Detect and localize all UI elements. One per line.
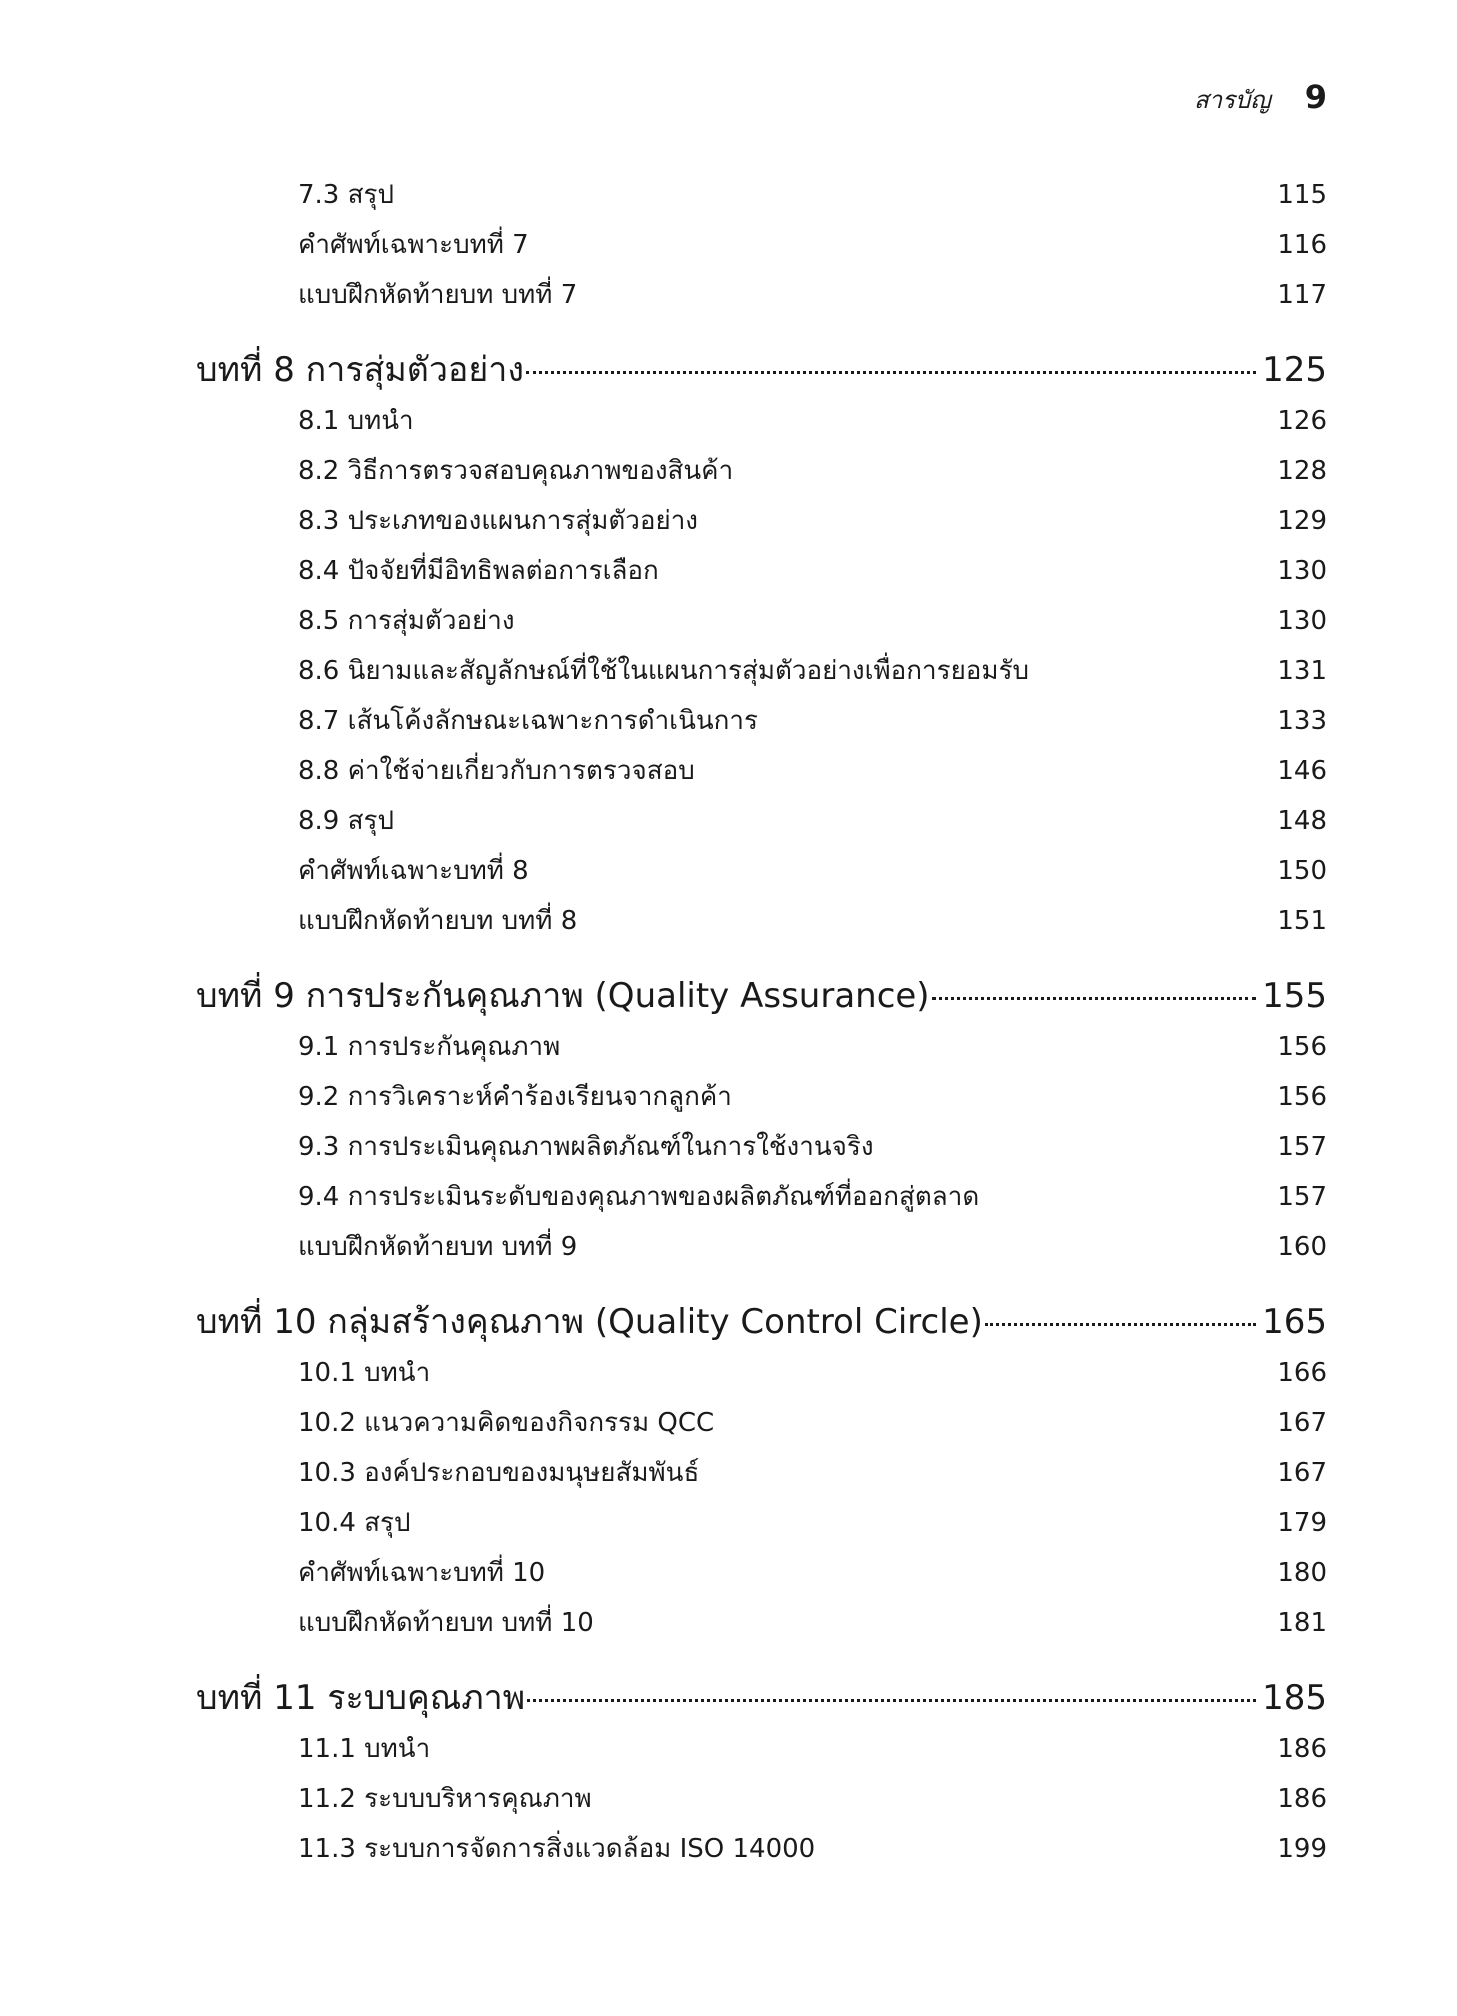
toc-entry[interactable] xyxy=(196,796,1327,846)
toc-chapter-title: บทที่ 9 การประกันคุณภาพ (Quality Assurance) xyxy=(196,976,930,1016)
toc-entry[interactable] xyxy=(196,546,1327,596)
toc-entry[interactable] xyxy=(196,1498,1327,1548)
toc-entry-label: 9.4 การประเมินระดับของคุณภาพของผลิตภัณฑ์ที่ออกสู่ตลาด xyxy=(298,1182,980,1212)
toc-entry[interactable] xyxy=(196,1774,1327,1824)
toc-entry[interactable] xyxy=(196,1348,1327,1398)
toc-entry-page: 133 xyxy=(1277,706,1327,736)
toc-entry-page: 167 xyxy=(1277,1408,1327,1438)
toc-chapter[interactable] xyxy=(196,970,1327,1022)
toc-entry[interactable] xyxy=(196,1222,1327,1272)
dot-leader xyxy=(526,371,1256,374)
toc-entry-label: 8.1 บทนำ xyxy=(298,406,414,436)
toc-entry-label: คำศัพท์เฉพาะบทที่ 8 xyxy=(298,856,529,886)
toc-entry[interactable] xyxy=(196,1598,1327,1648)
toc-entry-page: 116 xyxy=(1277,230,1327,260)
toc-entry-label: 9.3 การประเมินคุณภาพผลิตภัณฑ์ในการใช้งานจริง xyxy=(298,1132,874,1162)
toc-entry-label: 8.9 สรุป xyxy=(298,806,394,836)
toc-entry-label: 8.2 วิธีการตรวจสอบคุณภาพของสินค้า xyxy=(298,456,734,486)
toc-entry-label: 9.2 การวิเคราะห์คำร้องเรียนจากลูกค้า xyxy=(298,1082,732,1112)
dot-leader xyxy=(527,1699,1256,1702)
toc-entry[interactable] xyxy=(196,220,1327,270)
toc-entry-page: 150 xyxy=(1277,856,1327,886)
toc-chapter-title: บทที่ 8 การสุ่มตัวอย่าง xyxy=(196,350,524,390)
toc-entry-page: 156 xyxy=(1277,1032,1327,1062)
toc-entry-label: 11.2 ระบบบริหารคุณภาพ xyxy=(298,1784,592,1814)
toc-entry-page: 117 xyxy=(1277,280,1327,310)
toc-entry-label: 8.4 ปัจจัยที่มีอิทธิพลต่อการเลือก xyxy=(298,556,659,586)
toc-entry-label: 9.1 การประกันคุณภาพ xyxy=(298,1032,561,1062)
toc-entry-page: 181 xyxy=(1277,1608,1327,1638)
toc-entry-label: แบบฝึกหัดท้ายบท บทที่ 10 xyxy=(298,1608,594,1638)
toc-entry-label: คำศัพท์เฉพาะบทที่ 10 xyxy=(298,1558,546,1588)
toc-entry-label: แบบฝึกหัดท้ายบท บทที่ 8 xyxy=(298,906,578,936)
toc-chapter[interactable] xyxy=(196,344,1327,396)
toc-entry-page: 156 xyxy=(1277,1082,1327,1112)
toc-entry-page: 128 xyxy=(1277,456,1327,486)
toc-chapter[interactable] xyxy=(196,1672,1327,1724)
toc-chapter[interactable] xyxy=(196,1296,1327,1348)
toc-entry[interactable] xyxy=(196,1072,1327,1122)
toc-entry-label: แบบฝึกหัดท้ายบท บทที่ 7 xyxy=(298,280,578,310)
toc-entry-label: 8.6 นิยามและสัญลักษณ์ที่ใช้ในแผนการสุ่มตัวอย่างเพื่อการยอมรับ xyxy=(298,656,1030,686)
toc-entry-page: 180 xyxy=(1277,1558,1327,1588)
toc-entry-page: 148 xyxy=(1277,806,1327,836)
toc-chapter-page: 155 xyxy=(1262,976,1327,1016)
toc-chapter-title: บทที่ 10 กลุ่มสร้างคุณภาพ (Quality Control Circle) xyxy=(196,1302,983,1342)
toc-entry[interactable] xyxy=(196,896,1327,946)
toc-entry[interactable] xyxy=(196,446,1327,496)
toc-entry[interactable] xyxy=(196,1398,1327,1448)
toc-entry-page: 130 xyxy=(1277,556,1327,586)
toc-entry-page: 115 xyxy=(1277,180,1327,210)
toc-entry-label: 8.3 ประเภทของแผนการสุ่มตัวอย่าง xyxy=(298,506,699,536)
toc-entry[interactable] xyxy=(196,1448,1327,1498)
page-header xyxy=(1194,78,1327,119)
page-number: 9 xyxy=(1304,78,1327,116)
toc-entry-label: 10.3 องค์ประกอบของมนุษยสัมพันธ์ xyxy=(298,1458,700,1488)
toc-entry-page: 131 xyxy=(1277,656,1327,686)
toc-entry-page: 199 xyxy=(1277,1834,1327,1864)
toc-chapter-page: 185 xyxy=(1262,1678,1327,1718)
toc-entry-label: 7.3 สรุป xyxy=(298,180,394,210)
toc-entry[interactable] xyxy=(196,1122,1327,1172)
toc-entry[interactable] xyxy=(196,846,1327,896)
toc-entry[interactable] xyxy=(196,746,1327,796)
toc-chapter-title: บทที่ 11 ระบบคุณภาพ xyxy=(196,1678,526,1718)
toc-entry[interactable] xyxy=(196,270,1327,320)
toc-entry-label: 11.1 บทนำ xyxy=(298,1734,431,1764)
toc-entry-page: 130 xyxy=(1277,606,1327,636)
table-of-contents xyxy=(196,170,1327,1874)
toc-entry[interactable] xyxy=(196,1824,1327,1874)
toc-entry-label: 8.7 เส้นโค้งลักษณะเฉพาะการดำเนินการ xyxy=(298,706,758,736)
toc-entry-page: 126 xyxy=(1277,406,1327,436)
toc-entry[interactable] xyxy=(196,170,1327,220)
dot-leader xyxy=(985,1323,1256,1326)
toc-entry[interactable] xyxy=(196,696,1327,746)
toc-entry-page: 166 xyxy=(1277,1358,1327,1388)
toc-entry-label: แบบฝึกหัดท้ายบท บทที่ 9 xyxy=(298,1232,578,1262)
toc-entry-page: 151 xyxy=(1277,906,1327,936)
toc-entry[interactable] xyxy=(196,1724,1327,1774)
toc-entry[interactable] xyxy=(196,396,1327,446)
toc-entry-page: 186 xyxy=(1277,1734,1327,1764)
toc-entry[interactable] xyxy=(196,646,1327,696)
toc-entry-label: คำศัพท์เฉพาะบทที่ 7 xyxy=(298,230,529,260)
dot-leader xyxy=(932,997,1257,1000)
toc-entry-page: 186 xyxy=(1277,1784,1327,1814)
toc-entry-label: 8.8 ค่าใช้จ่ายเกี่ยวกับการตรวจสอบ xyxy=(298,756,695,786)
toc-chapter-page: 165 xyxy=(1262,1302,1327,1342)
toc-entry-page: 146 xyxy=(1277,756,1327,786)
toc-entry-page: 179 xyxy=(1277,1508,1327,1538)
running-title: สารบัญ xyxy=(1194,86,1271,114)
toc-entry[interactable] xyxy=(196,1022,1327,1072)
toc-entry-page: 160 xyxy=(1277,1232,1327,1262)
toc-entry-label: 11.3 ระบบการจัดการสิ่งแวดล้อม ISO 14000 xyxy=(298,1834,816,1864)
toc-chapter-page: 125 xyxy=(1262,350,1327,390)
toc-entry-page: 157 xyxy=(1277,1132,1327,1162)
toc-entry-label: 8.5 การสุ่มตัวอย่าง xyxy=(298,606,515,636)
toc-entry-label: 10.2 แนวความคิดของกิจกรรม QCC xyxy=(298,1408,715,1438)
toc-entry[interactable] xyxy=(196,1172,1327,1222)
toc-entry[interactable] xyxy=(196,596,1327,646)
toc-entry-page: 129 xyxy=(1277,506,1327,536)
toc-entry[interactable] xyxy=(196,496,1327,546)
toc-entry-label: 10.4 สรุป xyxy=(298,1508,411,1538)
toc-entry-page: 157 xyxy=(1277,1182,1327,1212)
toc-entry-label: 10.1 บทนำ xyxy=(298,1358,431,1388)
toc-entry[interactable] xyxy=(196,1548,1327,1598)
toc-entry-page: 167 xyxy=(1277,1458,1327,1488)
